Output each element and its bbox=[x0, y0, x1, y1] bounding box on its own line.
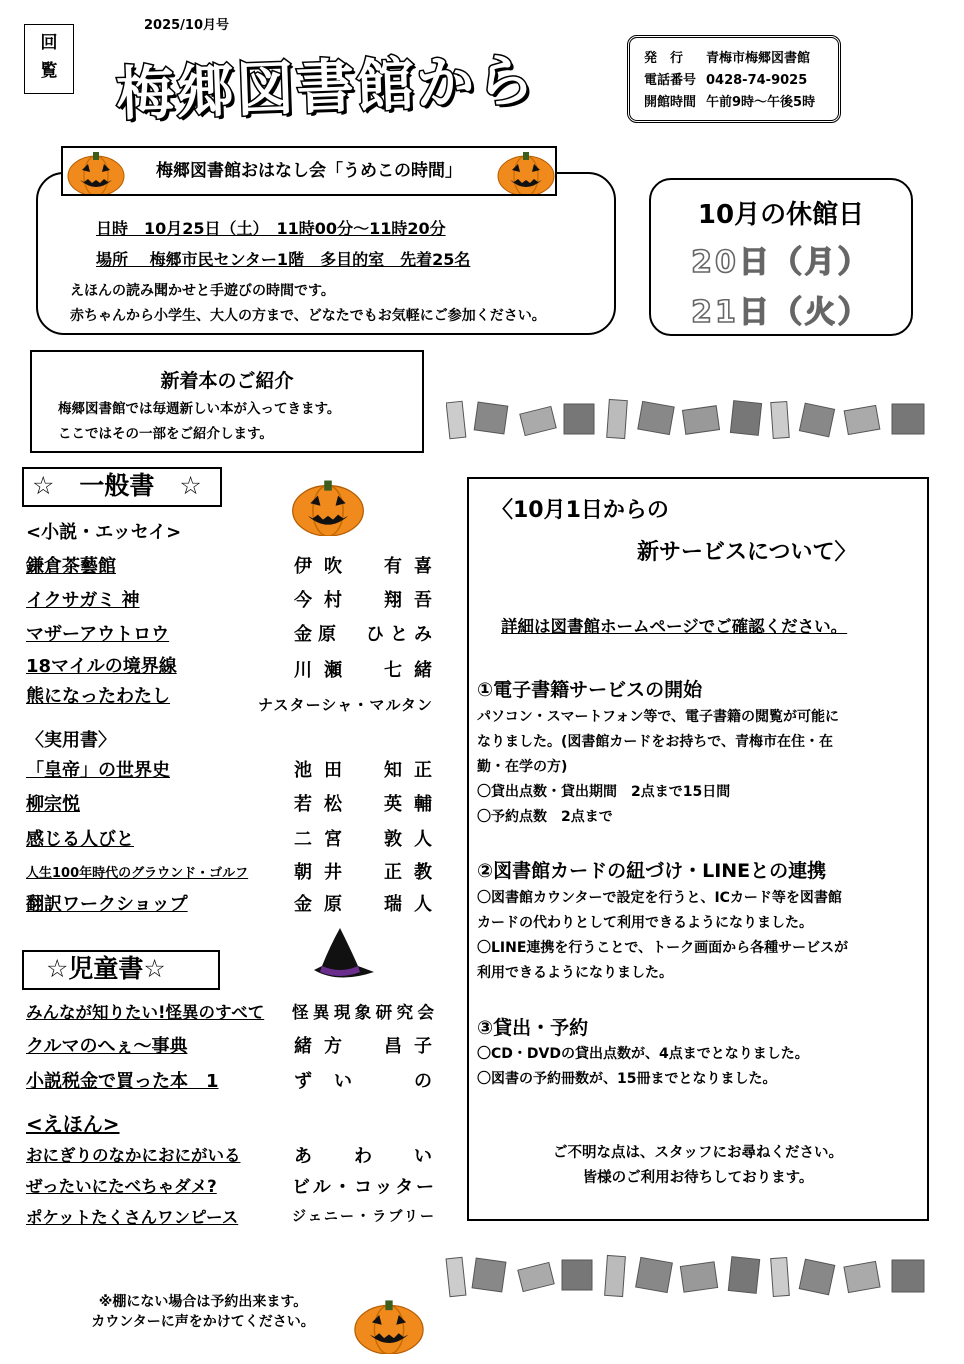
kairan-char: 回 bbox=[40, 33, 58, 53]
hours-label: 開館時間 bbox=[644, 95, 697, 110]
storytime-desc: えほんの読み聞かせと手遊びの時間です。 bbox=[70, 283, 335, 299]
book-author: 怪異現象研究会 bbox=[292, 1003, 434, 1022]
category-label: <えほん> bbox=[26, 1112, 120, 1136]
book-author: 緒方 昌子 bbox=[294, 1036, 432, 1057]
witch-hat-icon bbox=[300, 926, 376, 984]
service-heading: ②図書館カードの紐づけ・LINEとの連携 bbox=[477, 860, 827, 882]
closing-text: 皆様のご利用お待ちしております。 bbox=[582, 1170, 814, 1186]
category-label: 〈実用書〉 bbox=[26, 730, 116, 751]
homepage-note: 詳細は図書館ホームページでご確認ください。 bbox=[501, 617, 848, 636]
book-title: 鎌倉茶藝館 bbox=[26, 556, 116, 577]
service-text: 〇貸出点数・貸出期間 2点まで15日間 bbox=[477, 784, 731, 800]
book-title: ポケットたくさんワンピース bbox=[26, 1208, 239, 1227]
book-author: あわい bbox=[294, 1146, 432, 1167]
book-title: 人生100年時代のグラウンド・ゴルフ bbox=[26, 866, 249, 881]
book-title: 18マイルの境界線 bbox=[26, 656, 177, 677]
service-text: 利用できるようになりました。 bbox=[477, 965, 673, 981]
new-service-box bbox=[467, 477, 929, 1221]
closed-days-title: 10月の休館日 bbox=[697, 200, 865, 230]
book-author: ジェニー・ラブリー bbox=[292, 1209, 434, 1225]
book-title: イクサガミ 神 bbox=[26, 590, 140, 611]
service-text: 勤・在学の方) bbox=[477, 759, 568, 775]
service-heading: ①電子書籍サービスの開始 bbox=[477, 679, 703, 701]
hours-value: 午前9時～午後5時 bbox=[706, 95, 816, 110]
book-title: クルマのへぇ～事典 bbox=[26, 1036, 188, 1057]
book-title: 柳宗悦 bbox=[26, 794, 80, 815]
book-author: 川瀬 七緒 bbox=[294, 660, 432, 681]
service-text: 〇LINE連携を行うことで、トーク画面から各種サービスが bbox=[477, 940, 849, 956]
books-decoration bbox=[444, 1254, 934, 1302]
publisher-label: 発 行 bbox=[644, 51, 684, 66]
children-books-heading: ☆児童書☆ bbox=[22, 950, 220, 990]
book-title: 熊になったわたし bbox=[26, 686, 170, 707]
service-text: パソコン・スマートフォン等で、電子書籍の閲覧が可能に bbox=[477, 709, 840, 725]
storytime-desc: 赤ちゃんから小学生、大人の方まで、どなたでもお気軽にご参加ください。 bbox=[70, 308, 546, 324]
book-author: ナスターシャ・マルタン bbox=[258, 696, 432, 714]
book-title: 「皇帝」の世界史 bbox=[26, 760, 170, 781]
category-label: <小説・エッセイ> bbox=[26, 522, 182, 543]
service-text: 〇CD・DVDの貸出点数が、4点までとなりました。 bbox=[477, 1046, 809, 1062]
book-title: 小説税金で買った本 1 bbox=[26, 1071, 219, 1092]
book-author: 金原 ひとみ bbox=[294, 624, 432, 645]
book-title: おにぎりのなかにおにがいる bbox=[26, 1146, 241, 1165]
issue-date: 2025/10月号 bbox=[144, 18, 230, 33]
circulation-stamp bbox=[24, 24, 74, 94]
book-author: ビル・コッター bbox=[292, 1177, 434, 1198]
book-title: ぜったいにたべちゃダメ? bbox=[26, 1177, 217, 1196]
service-title: 〈10月1日からの bbox=[491, 498, 669, 523]
phone-value: 0428-74-9025 bbox=[706, 73, 808, 88]
general-books-heading: ☆ 一般書 ☆ bbox=[22, 467, 222, 507]
service-heading: ③貸出・予約 bbox=[477, 1017, 589, 1039]
reservation-note bbox=[60, 1292, 346, 1332]
book-author: 伊吹 有喜 bbox=[294, 556, 432, 577]
new-books-text: ここではその一部をご紹介します。 bbox=[58, 426, 273, 442]
service-text: なりました。(図書館カードをお持ちで、青梅市在住・在 bbox=[477, 734, 833, 750]
books-icon bbox=[444, 1254, 934, 1302]
pumpkin-icon bbox=[288, 478, 368, 536]
newsletter-title: 梅郷図書館から bbox=[115, 45, 538, 129]
pumpkin-icon bbox=[66, 150, 126, 194]
book-author: 金原 瑞人 bbox=[294, 894, 432, 915]
book-author: 今村 翔吾 bbox=[294, 590, 432, 611]
book-author: 二宮 敦人 bbox=[294, 829, 432, 850]
phone-label: 電話番号 bbox=[644, 73, 697, 88]
new-books-title: 新着本のご紹介 bbox=[160, 370, 294, 392]
pumpkin-icon bbox=[496, 150, 556, 194]
closed-day: 21日（火） bbox=[691, 295, 871, 330]
books-decoration bbox=[446, 398, 932, 442]
reservation-note-line: カウンターに声をかけてください。 bbox=[91, 1314, 315, 1330]
storytime-title: 梅郷図書館おはなし会「うめこの時間」 bbox=[61, 146, 557, 196]
service-text: 〇予約点数 2点まで bbox=[477, 809, 613, 825]
kairan-char: 覧 bbox=[40, 61, 58, 81]
storytime-datetime: 日時 10月25日（土） 11時00分～11時20分 bbox=[96, 219, 446, 238]
closed-days-panel bbox=[649, 178, 913, 336]
books-icon bbox=[446, 398, 932, 442]
book-author: 池田 知正 bbox=[294, 760, 432, 781]
closed-day: 20日（月） bbox=[691, 245, 871, 280]
service-text: 〇図書の予約冊数が、15冊までとなりました。 bbox=[477, 1071, 777, 1087]
book-title: みんなが知りたい!怪異のすべて bbox=[26, 1003, 265, 1022]
closing-text: ご不明な点は、スタッフにお尋ねください。 bbox=[553, 1145, 843, 1161]
book-title: 翻訳ワークショップ bbox=[26, 894, 188, 915]
service-text: 〇図書館カウンターで設定を行うと、ICカード等を図書館 bbox=[477, 890, 842, 906]
book-author: ずい の bbox=[294, 1071, 432, 1092]
service-text: カードの代わりとして利用できるようになりました。 bbox=[477, 915, 813, 931]
book-author: 若松 英輔 bbox=[294, 794, 432, 815]
pumpkin-icon bbox=[350, 1298, 428, 1354]
publisher-value: 青梅市梅郷図書館 bbox=[706, 51, 811, 66]
book-author: 朝井 正教 bbox=[294, 862, 432, 883]
storytime-place: 場所 梅郷市民センター1階 多目的室 先着25名 bbox=[96, 250, 471, 269]
service-title: 新サービスについて〉 bbox=[637, 540, 857, 565]
new-books-box bbox=[30, 350, 424, 453]
book-title: マザーアウトロウ bbox=[26, 624, 170, 645]
new-books-text: 梅郷図書館では毎週新しい本が入ってきます。 bbox=[58, 401, 341, 417]
publisher-box bbox=[627, 35, 841, 123]
reservation-note-line: ※棚にない場合は予約出来ます。 bbox=[98, 1294, 308, 1310]
book-title: 感じる人びと bbox=[26, 829, 134, 850]
